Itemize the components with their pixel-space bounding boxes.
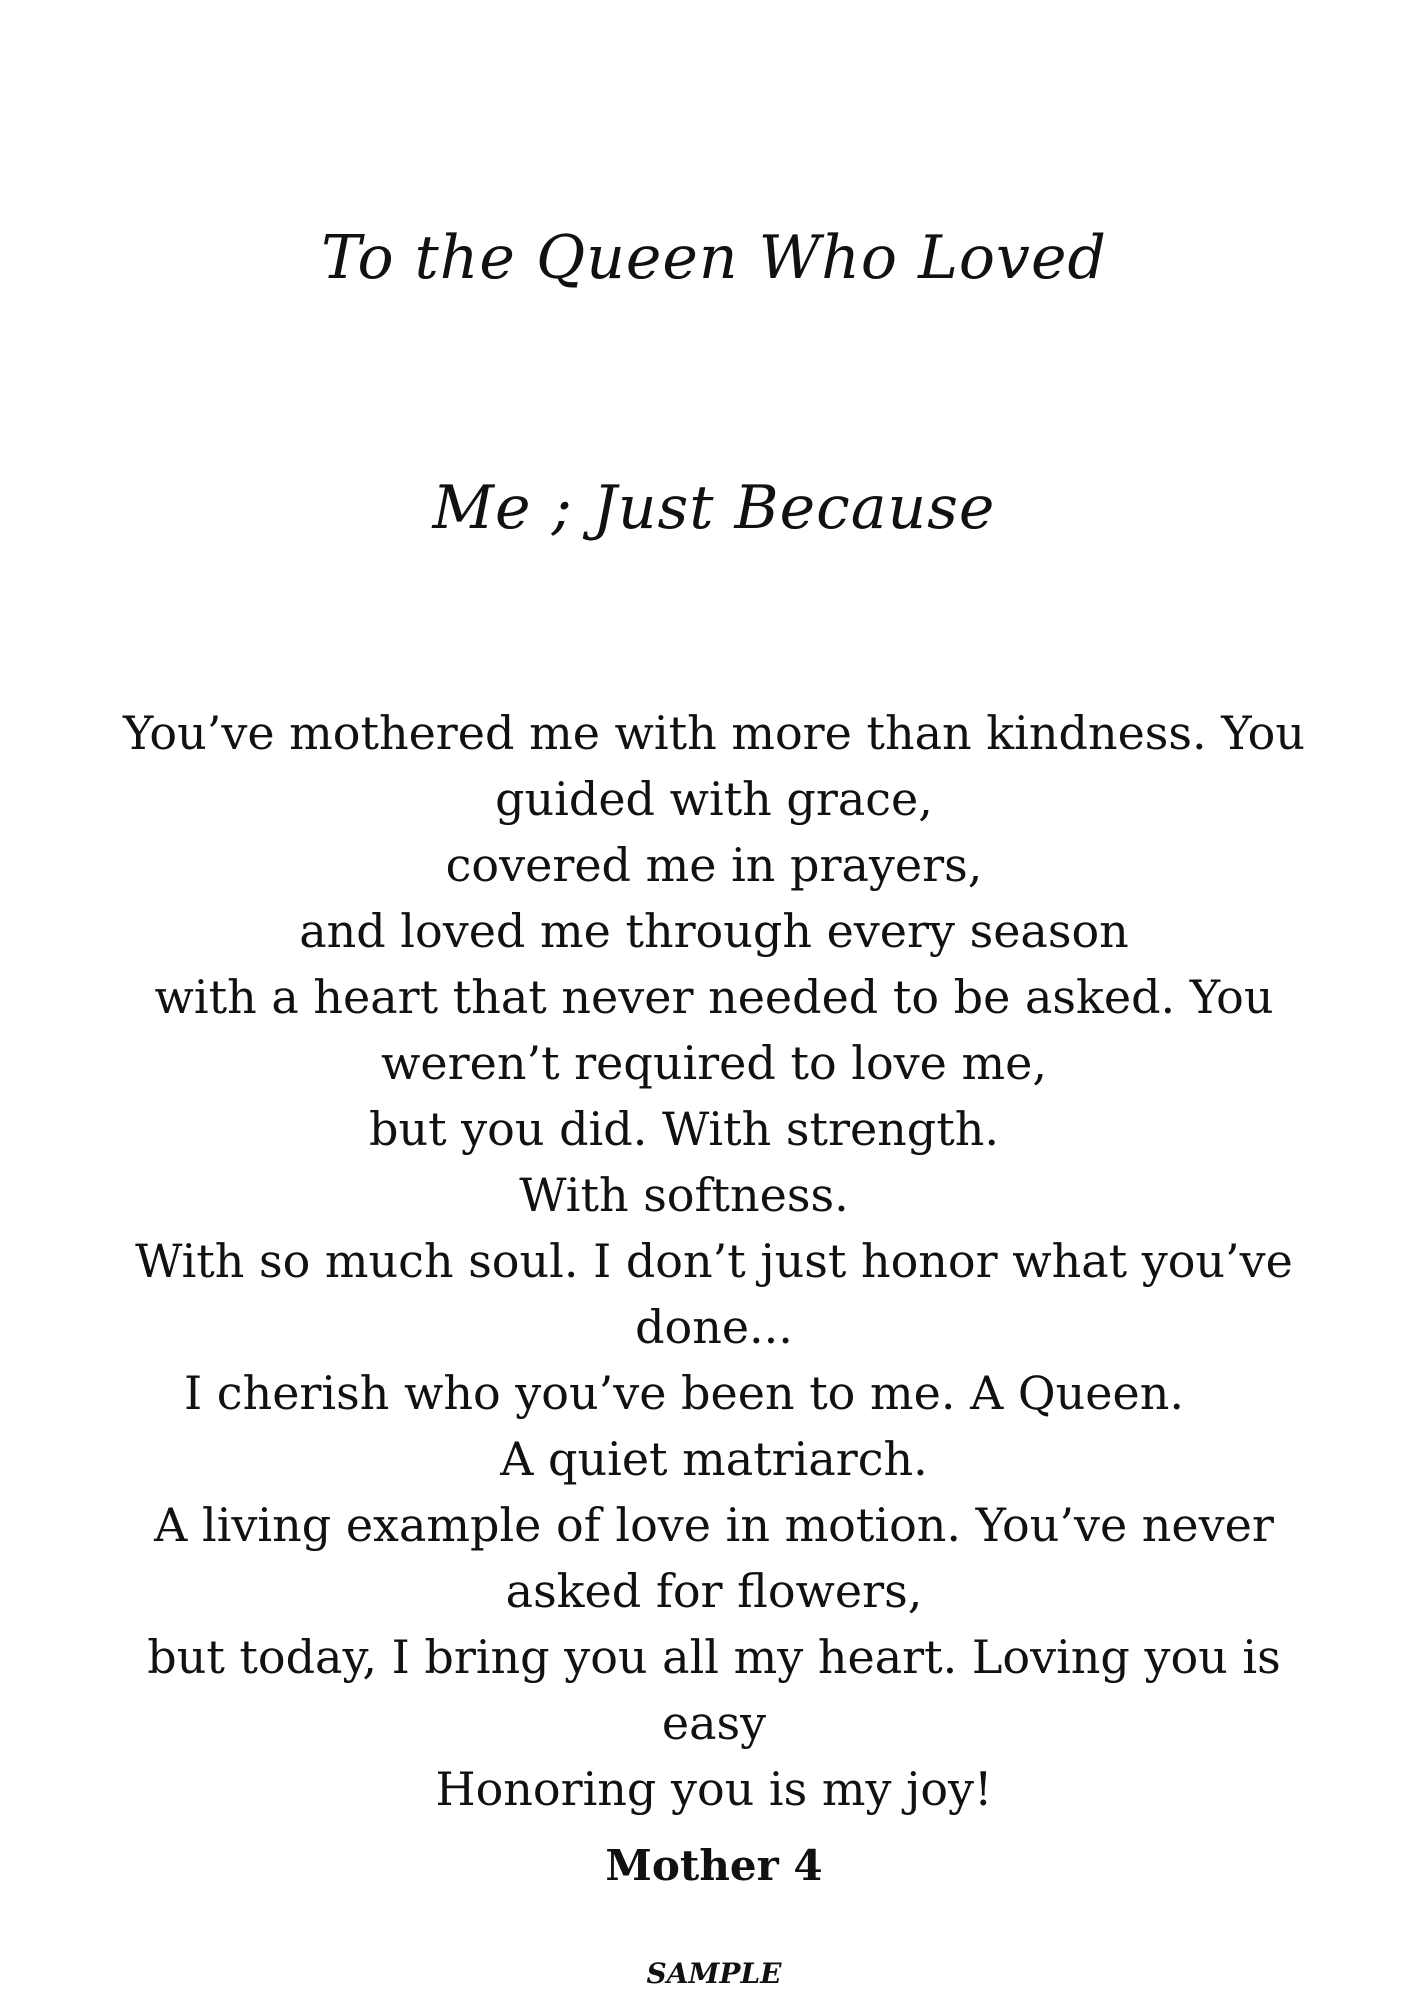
signature: Mother 4 — [605, 1841, 823, 1890]
poem-line: but you did. With strength. — [369, 1102, 999, 1156]
poem-line: weren’t required to love me, — [381, 1036, 1047, 1090]
poem-line: and loved me through every season — [299, 904, 1129, 958]
sample-watermark: SAMPLE — [646, 1957, 782, 1990]
poem-line: Honoring you is my joy! — [435, 1762, 993, 1816]
poem-line: I cherish who you’ve been to me. A Queen. — [184, 1366, 1184, 1420]
poem-line: covered me in prayers, — [445, 838, 983, 892]
poem-line: done... — [635, 1300, 793, 1354]
poem-line: With softness. — [519, 1168, 849, 1222]
poem-line: guided with grace, — [495, 772, 933, 826]
poem-line: A quiet matriarch. — [500, 1432, 928, 1486]
poem-line: but today, I bring you all my heart. Loving you is — [147, 1630, 1281, 1684]
poem-line: with a heart that never needed to be asked. You — [154, 970, 1274, 1024]
title-line-2: Me ; Just Because — [432, 473, 996, 543]
poem-line: asked for flowers, — [505, 1564, 923, 1618]
poem-line: A living example of love in motion. You’ve never — [154, 1498, 1274, 1552]
poem-line: With so much soul. I don’t just honor what you’ve — [135, 1234, 1293, 1288]
poem-line: You’ve mothered me with more than kindness. You — [123, 706, 1305, 760]
poem-body — [80, 700, 1348, 1822]
title-line-1: To the Queen Who Loved — [321, 223, 1107, 293]
poem-line: easy — [661, 1696, 767, 1750]
